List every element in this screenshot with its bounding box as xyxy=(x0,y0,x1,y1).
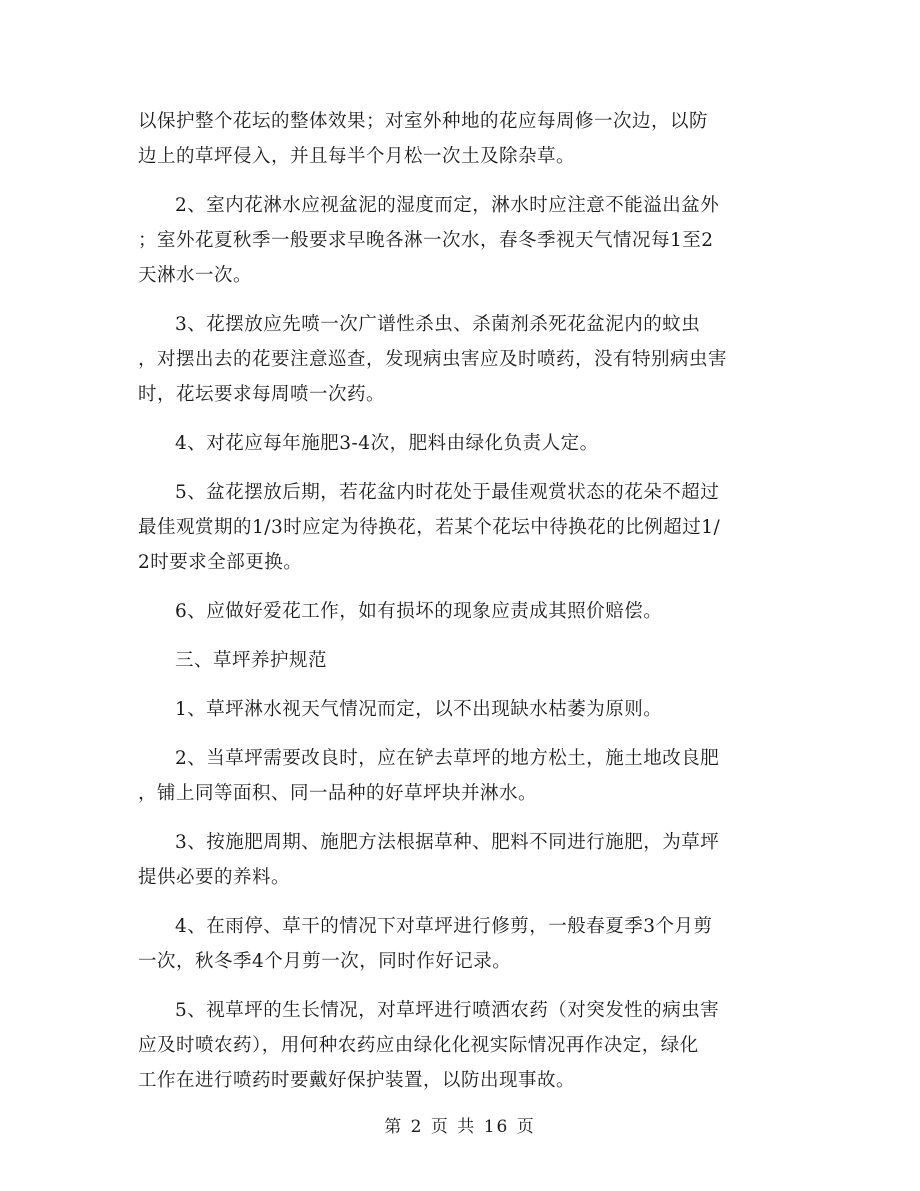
paragraph-line: 提供必要的养料。 xyxy=(138,867,291,888)
paragraph-line: 2、当草坪需要改良时，应在铲去草坪的地方松土，施土地改良肥 xyxy=(175,748,720,769)
paragraph-line: 最佳观赏期的1/3时应定为待换花，若某个花坛中待换花的比例超过1/ xyxy=(138,517,721,538)
paragraph-line: 1、草坪淋水视天气情况而定，以不出现缺水枯萎为原则。 xyxy=(175,699,663,720)
paragraph-line: 3、按施肥周期、施肥方法根据草种、肥料不同进行施肥，为草坪 xyxy=(175,832,720,853)
paragraph-p-lawn-4 xyxy=(138,909,788,979)
paragraph-p-lawn-2 xyxy=(138,741,788,811)
paragraph-line: 边上的草坪侵入，并且每半个月松一次土及除杂草。 xyxy=(138,146,576,167)
footer-suffix: 页 xyxy=(516,1117,536,1137)
paragraph-line: 3、花摆放应先喷一次广谱性杀虫、杀菌剂杀死花盆泥内的蚊虫 xyxy=(175,314,701,335)
paragraph-p-heading-3 xyxy=(138,643,788,678)
paragraph-p-continued xyxy=(138,104,788,174)
paragraph-line: 5、盆花摆放后期，若花盆内时花处于最佳观赏状态的花朵不超过 xyxy=(175,482,720,503)
paragraph-line: 4、对花应每年施肥3-4次，肥料由绿化负责人定。 xyxy=(175,433,599,454)
paragraph-p-flower-5 xyxy=(138,475,788,580)
paragraph-line: 2、室内花淋水应视盆泥的湿度而定，淋水时应注意不能溢出盆外 xyxy=(175,195,720,216)
paragraph-p-lawn-3 xyxy=(138,825,788,895)
footer-middle: 页 共 xyxy=(430,1117,477,1137)
paragraph-p-lawn-5 xyxy=(138,993,788,1098)
paragraph-line: 5、视草坪的生长情况，对草坪进行喷洒农药（对突发性的病虫害 xyxy=(175,1000,720,1021)
footer-total-pages: 16 xyxy=(483,1117,510,1137)
paragraph-line: 2时要求全部更换。 xyxy=(138,552,303,573)
paragraph-p-flower-2 xyxy=(138,188,788,293)
footer-current-page: 2 xyxy=(410,1117,424,1137)
paragraph-line: 以保护整个花坛的整体效果；对室外种地的花应每周修一次边，以防 xyxy=(138,111,709,132)
document-body xyxy=(138,104,788,1112)
paragraph-p-flower-6 xyxy=(138,594,788,629)
page-footer xyxy=(0,1112,920,1137)
paragraph-line: ，铺上同等面积、同一品种的好草坪块并淋水。 xyxy=(138,783,538,804)
paragraph-line: ；室外花夏秋季一般要求早晚各淋一次水，春冬季视天气情况每1至2 xyxy=(138,230,714,251)
footer-prefix: 第 xyxy=(384,1117,404,1137)
paragraph-line: 工作在进行喷药时要戴好保护装置，以防出现事故。 xyxy=(138,1070,576,1091)
paragraph-line: 应及时喷农药），用何种农药应由绿化化视实际情况再作决定，绿化 xyxy=(138,1035,699,1056)
paragraph-line: 三、草坪养护规范 xyxy=(175,650,328,671)
paragraph-line: 6、应做好爱花工作，如有损坏的现象应责成其照价赔偿。 xyxy=(175,601,663,622)
paragraph-p-lawn-1 xyxy=(138,692,788,727)
paragraph-line: 时，花坛要求每周喷一次药。 xyxy=(138,384,386,405)
paragraph-line: 4、在雨停、草干的情况下对草坪进行修剪，一般春夏季3个月剪 xyxy=(175,916,713,937)
paragraph-line: ，对摆出去的花要注意巡查，发现病虫害应及时喷药，没有特别病虫害 xyxy=(138,349,728,370)
paragraph-line: 一次，秋冬季4个月剪一次，同时作好记录。 xyxy=(138,951,512,972)
paragraph-p-flower-4 xyxy=(138,426,788,461)
paragraph-p-flower-3 xyxy=(138,307,788,412)
paragraph-line: 天淋水一次。 xyxy=(138,265,253,286)
